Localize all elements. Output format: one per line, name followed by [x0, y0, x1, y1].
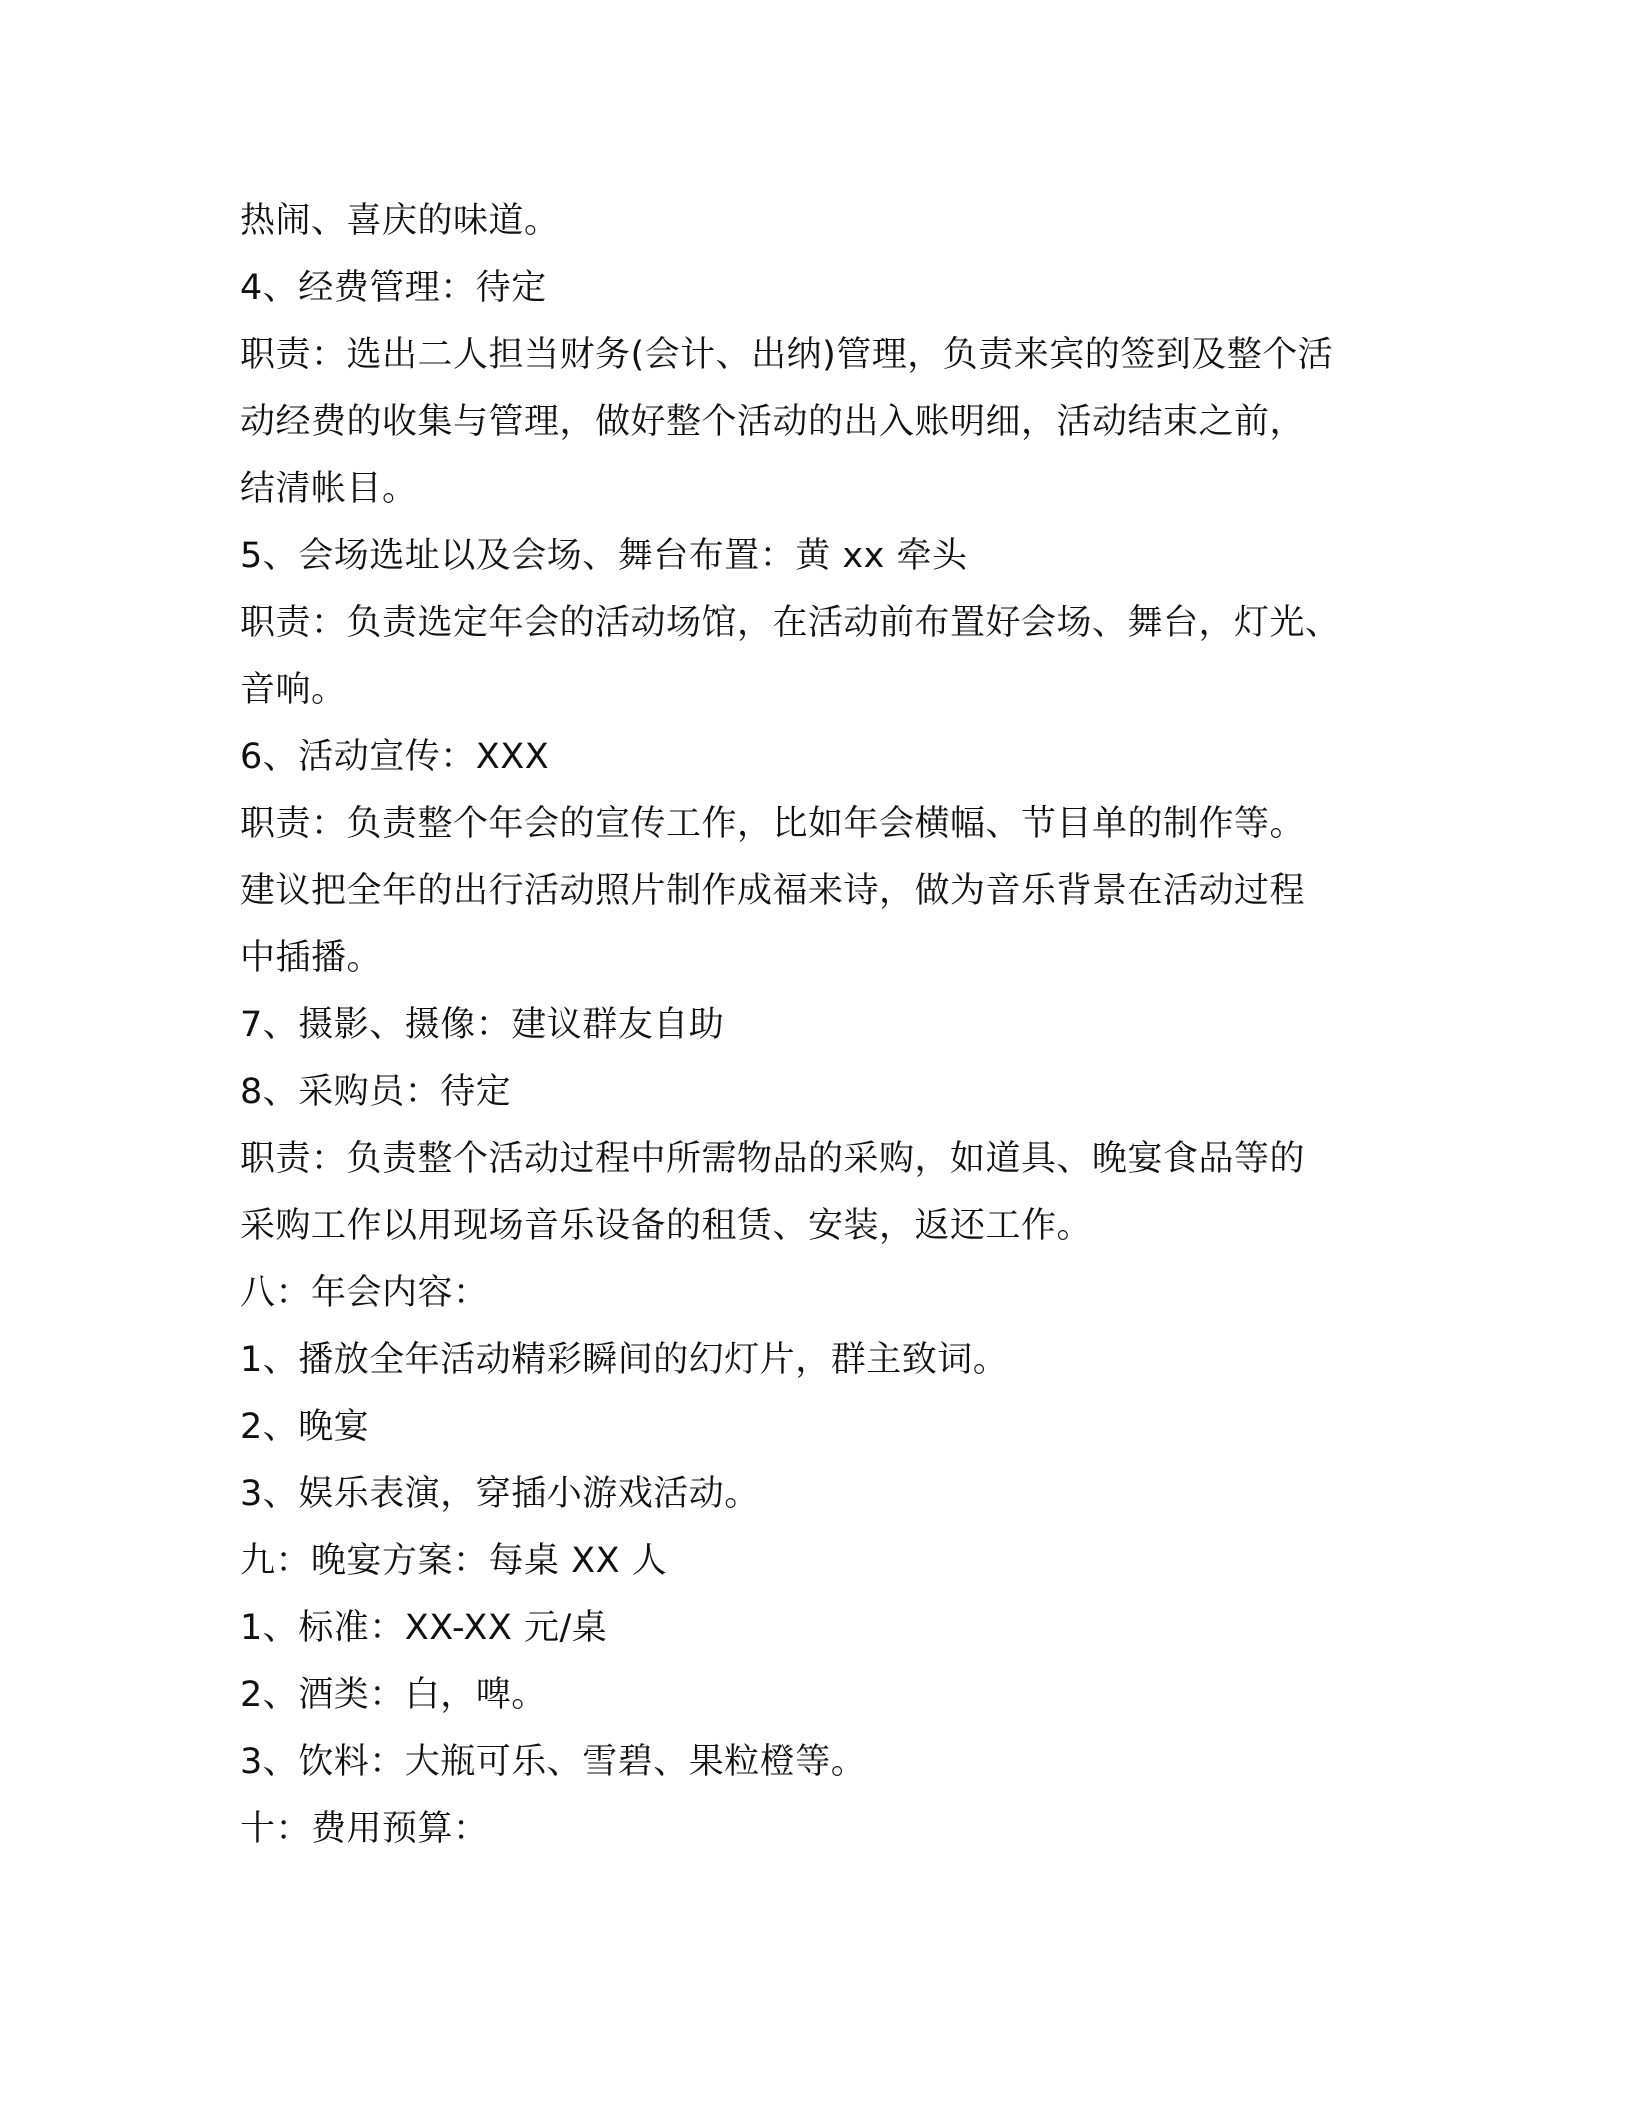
text-line: 中插播。	[240, 938, 383, 978]
text-line: 建议把全年的出行活动照片制作成福来诗，做为音乐背景在活动过程	[240, 871, 1306, 911]
text-line: 职责：负责整个年会的宣传工作，比如年会横幅、节目单的制作等。	[240, 804, 1306, 844]
text-line: 动经费的收集与管理，做好整个活动的出入账明细，活动结束之前，	[240, 402, 1306, 442]
section-heading-funding: 4、经费管理：待定	[240, 268, 547, 308]
section-heading-annual-content: 八：年会内容：	[240, 1273, 489, 1313]
list-item: 2、晚宴	[240, 1407, 370, 1447]
document-body	[240, 188, 1400, 1863]
text-line: 职责：负责选定年会的活动场馆，在活动前布置好会场、舞台，灯光、	[240, 603, 1341, 643]
list-item: 3、娱乐表演，穿插小游戏活动。	[240, 1474, 760, 1514]
section-heading-banquet-plan: 九：晚宴方案：每桌 XX 人	[240, 1541, 668, 1581]
list-item: 2、酒类：白，啤。	[240, 1675, 547, 1715]
text-line: 采购工作以用现场音乐设备的租赁、安装，返还工作。	[240, 1206, 1093, 1246]
section-heading-photography: 7、摄影、摄像：建议群友自助	[240, 1005, 725, 1045]
text-line: 职责：选出二人担当财务(会计、出纳)管理，负责来宾的签到及整个活	[240, 335, 1334, 375]
section-heading-publicity: 6、活动宣传：XXX	[240, 737, 550, 777]
text-line: 职责：负责整个活动过程中所需物品的采购，如道具、晚宴食品等的	[240, 1139, 1306, 1179]
text-line: 音响。	[240, 670, 347, 710]
section-heading-purchasing: 8、采购员：待定	[240, 1072, 512, 1112]
section-heading-budget: 十：费用预算：	[240, 1809, 489, 1849]
text-line: 结清帐目。	[240, 469, 418, 509]
text-line: 热闹、喜庆的味道。	[240, 201, 560, 241]
section-heading-venue: 5、会场选址以及会场、舞台布置：黄 xx 牵头	[240, 536, 968, 576]
list-item: 1、播放全年活动精彩瞬间的幻灯片，群主致词。	[240, 1340, 1009, 1380]
list-item: 1、标准：XX-XX 元/桌	[240, 1608, 608, 1648]
list-item: 3、饮料：大瓶可乐、雪碧、果粒橙等。	[240, 1742, 867, 1782]
